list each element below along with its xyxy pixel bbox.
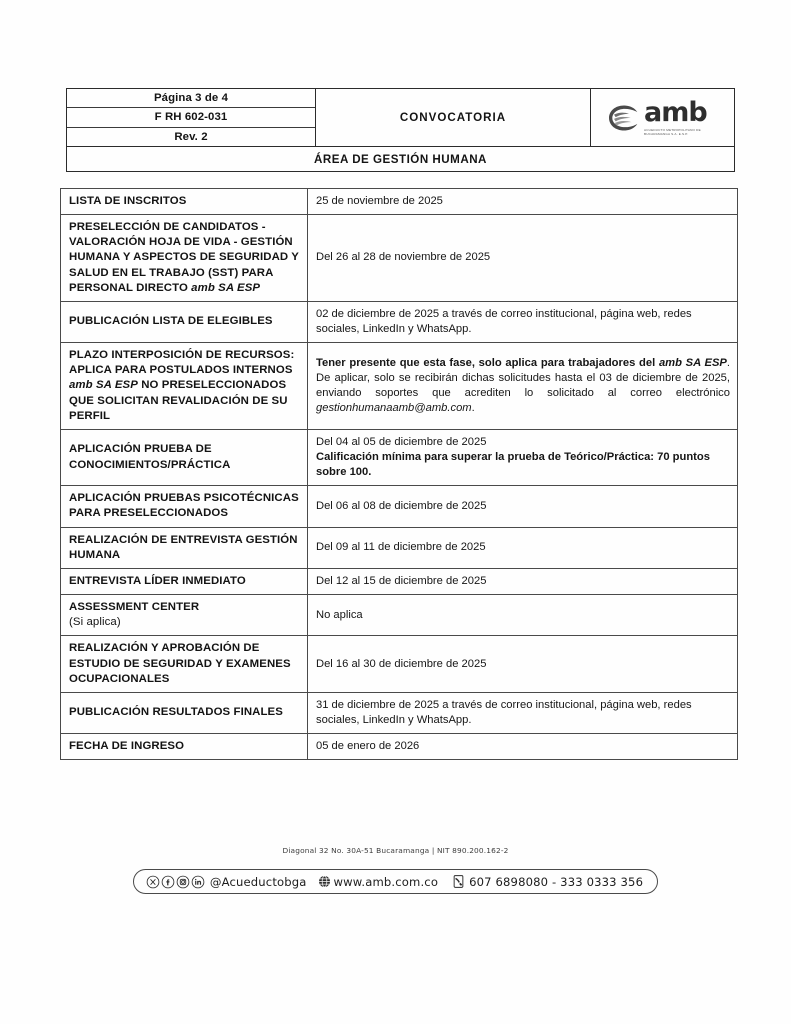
- label-segment: PLAZO INTERPOSICIÓN DE RECURSOS: APLICA PARA POSTULADOS INTERNOS: [69, 349, 295, 377]
- schedule-stage-value: [308, 595, 738, 636]
- value-segment: gestionhumanaamb@amb.com: [316, 402, 472, 415]
- footer-address: Diagonal 32 No. 30A-51 Bucaramanga | NIT 890.200.162-2: [282, 846, 509, 855]
- header-top-row: [66, 88, 735, 146]
- phone-group[interactable]: [452, 874, 643, 889]
- table-row: [61, 734, 738, 760]
- label-segment: REALIZACIÓN DE ENTREVISTA GESTIÓN HUMANA: [69, 533, 298, 561]
- form-code-cell: F RH 602-031: [67, 108, 315, 127]
- table-row: [61, 189, 738, 215]
- table-row: [61, 301, 738, 342]
- value-line: [316, 250, 730, 265]
- value-segment: 31 de diciembre de 2025 a través de correo institucional, página web, redes sociales, LinkedIn y WhatsApp.: [316, 698, 692, 726]
- footer-contact-row: [0, 869, 791, 894]
- phone-icon: [452, 874, 465, 889]
- table-row: [61, 568, 738, 594]
- schedule-stage-value: [308, 527, 738, 568]
- x-twitter-icon[interactable]: [146, 875, 160, 889]
- schedule-stage-label: [61, 215, 308, 302]
- label-segment: PUBLICACIÓN RESULTADOS FINALES: [69, 706, 283, 719]
- document-footer: [0, 846, 791, 894]
- value-line: [316, 540, 730, 555]
- value-line: [316, 698, 730, 728]
- value-segment: Calificación mínima para superar la prueba de Teórico/Práctica: 70 puntos sobre 100.: [316, 451, 710, 479]
- schedule-stage-label: [61, 692, 308, 733]
- value-segment: Del 06 al 08 de diciembre de 2025: [316, 499, 487, 512]
- value-line: [316, 450, 730, 480]
- value-line: [316, 435, 730, 450]
- value-segment: . De aplicar, solo se recibirán dichas solicitudes hasta el 03 de diciembre de 2025, enviando soportes que acrediten lo solicitado al correo electrónico: [316, 356, 731, 400]
- instagram-icon[interactable]: [176, 875, 190, 889]
- phone-text: 607 6898080 - 333 0333 356: [469, 874, 644, 889]
- value-segment: 02 de diciembre de 2025 a través de correo institucional, página web, redes sociales, LinkedIn y WhatsApp.: [316, 307, 692, 336]
- value-segment: Del 09 al 11 de diciembre de 2025: [316, 541, 486, 554]
- schedule-stage-label: [61, 568, 308, 594]
- linkedin-icon[interactable]: [191, 875, 205, 889]
- social-handle-text: @Acueductobga: [209, 874, 307, 889]
- schedule-stage-label: [61, 301, 308, 342]
- value-line: [316, 499, 730, 514]
- value-segment: No aplica: [316, 608, 363, 621]
- value-line: [316, 356, 730, 416]
- amb-logo: [607, 99, 718, 136]
- value-line: [316, 307, 730, 337]
- table-row: [61, 527, 738, 568]
- value-line: [316, 739, 730, 754]
- logo-subtitle: ACUEDUCTO METROPOLITANO DE BUCARAMANGA S.A. E.S.P.: [644, 127, 701, 136]
- social-icon-group: [146, 875, 205, 889]
- schedule-table-wrapper: [60, 188, 738, 760]
- schedule-stage-label: [61, 486, 308, 527]
- schedule-stage-value: [308, 189, 738, 215]
- value-segment: Del 04 al 05 de diciembre de 2025: [316, 435, 487, 448]
- label-segment: FECHA DE INGRESO: [69, 740, 185, 753]
- schedule-stage-value: [308, 568, 738, 594]
- header-meta-column: [67, 89, 316, 146]
- label-segment: APLICACIÓN PRUEBA DE CONOCIMIENTOS/PRÁCTICA: [69, 443, 231, 471]
- schedule-stage-label: [61, 636, 308, 692]
- value-segment: Tener presente que esta fase, solo aplica para trabajadores del: [316, 356, 659, 369]
- label-segment: PRESELECCIÓN DE CANDIDATOS - VALORACIÓN HOJA DE VIDA - GESTIÓN HUMANA Y ASPECTOS DE SEGURIDAD Y SALUD EN EL TRABAJO (SST) PARA PERSONAL DIRECTO: [69, 221, 299, 294]
- schedule-stage-value: [308, 343, 738, 430]
- table-row: [61, 636, 738, 692]
- value-segment: 25 de noviembre de 2025: [316, 195, 443, 208]
- label-segment-italic: amb SA ESP: [191, 281, 261, 294]
- label-segment: APLICACIÓN PRUEBAS PSICOTÉCNICAS PARA PRESELECCIONADOS: [69, 492, 299, 520]
- value-segment: 05 de enero de 2026: [316, 740, 420, 753]
- label-segment: LISTA DE INSCRITOS: [69, 195, 187, 207]
- schedule-stage-label: [61, 734, 308, 760]
- label-segment: ASSESSMENT CENTER: [69, 601, 200, 614]
- label-secondary-line: (Si aplica): [69, 616, 121, 629]
- schedule-stage-value: [308, 215, 738, 302]
- logo-text: [644, 99, 718, 136]
- schedule-stage-value: [308, 636, 738, 692]
- table-row: [61, 692, 738, 733]
- value-segment: Del 16 al 30 de diciembre de 2025: [316, 657, 487, 670]
- value-segment: .: [471, 402, 475, 415]
- logo-wordmark: amb: [644, 97, 707, 129]
- footer-contact-pill: [133, 869, 658, 894]
- value-line: [316, 608, 730, 623]
- schedule-stage-value: [308, 301, 738, 342]
- area-title-cell: ÁREA DE GESTIÓN HUMANA: [66, 146, 735, 172]
- table-row: [61, 595, 738, 636]
- schedule-table-body: [61, 189, 738, 760]
- label-segment: amb SA ESP: [69, 379, 138, 392]
- schedule-stage-value: [308, 734, 738, 760]
- website-group[interactable]: [318, 875, 439, 889]
- value-line: [316, 194, 730, 209]
- document-header: [66, 88, 735, 172]
- label-segment: ENTREVISTA LÍDER INMEDIATO: [69, 574, 246, 587]
- value-line: [316, 574, 730, 589]
- schedule-stage-value: [308, 429, 738, 485]
- schedule-stage-label: [61, 595, 308, 636]
- label-segment: PUBLICACIÓN LISTA DE ELEGIBLES: [69, 315, 273, 328]
- table-row: [61, 486, 738, 527]
- value-segment: Del 12 al 15 de diciembre de 2025: [316, 574, 487, 587]
- schedule-stage-label: [61, 189, 308, 215]
- document-title-cell: CONVOCATORIA: [316, 89, 591, 146]
- wave-leaf-logo-icon: [607, 103, 641, 133]
- schedule-stage-value: [308, 692, 738, 733]
- value-line: [316, 657, 730, 672]
- website-text: www.amb.com.co: [333, 874, 439, 889]
- label-segment: REALIZACIÓN Y APROBACIÓN DE ESTUDIO DE SEGURIDAD Y EXAMENES OCUPACIONALES: [69, 642, 291, 685]
- logo-cell: [591, 89, 734, 146]
- schedule-stage-label: [61, 343, 308, 430]
- page-number-cell: Página 3 de 4: [67, 89, 315, 108]
- table-row: [61, 429, 738, 485]
- schedule-stage-label: [61, 527, 308, 568]
- table-row: [61, 343, 738, 430]
- schedule-table: [60, 188, 738, 760]
- schedule-stage-label: [61, 429, 308, 485]
- schedule-stage-value: [308, 486, 738, 527]
- table-row: [61, 215, 738, 302]
- facebook-icon[interactable]: [161, 875, 175, 889]
- revision-cell: Rev. 2: [174, 130, 208, 143]
- value-segment: amb SA ESP: [658, 356, 727, 369]
- value-segment: Del 26 al 28 de noviembre de 2025: [316, 251, 491, 264]
- globe-icon: [318, 875, 331, 888]
- label-segment: NO PRESELECCIONADOS QUE SOLICITAN REVALIDACIÓN DE SU PERFIL: [69, 379, 288, 422]
